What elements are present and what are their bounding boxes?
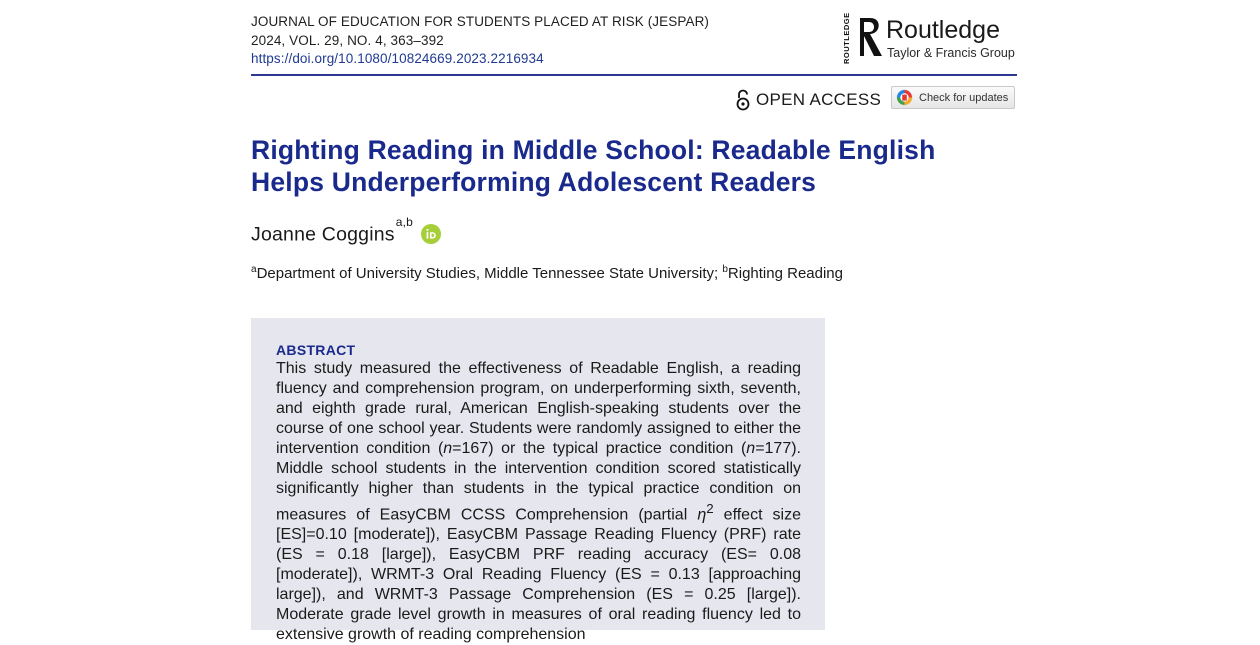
check-for-updates-button[interactable] [891,86,1015,109]
affiliation [251,264,843,282]
abstract-part-3: =177). Middle school students in the intervention condition scored statistically significantly higher than students in the typical practice condition on measures of EasyCBM CCSS Comprehension (partial [276,440,801,524]
header-rule [251,74,1017,76]
author-affil-marks: a,b [395,215,414,229]
author-line [251,215,441,247]
article-title: Righting Reading in Middle School: Readable English Helps Underperforming Adolescent Readers [251,135,936,197]
author-name-text: Joanne Coggins [251,223,395,246]
author-name[interactable] [251,215,414,247]
abstract-body [276,359,801,645]
journal-header [251,13,709,69]
check-updates-label: Check for updates [919,91,1009,104]
abstract-n-2: n [746,440,756,457]
abstract-heading: ABSTRACT [276,342,356,358]
abstract-eta-sup: 2 [706,501,714,516]
publisher-group: Taylor & Francis Group [887,46,1015,60]
open-access-badge [736,88,881,112]
orcid-icon[interactable] [421,224,441,244]
affiliation-a-mark: a [251,264,257,275]
abstract-part-1: This study measured the effectiveness of Readable English, a reading fluency and comprehension program, on underperforming sixth, seventh, and eighth grade rural, American English-speaking students over the course of one school year. Students were randomly assigned to either the intervention condition ( [276,360,801,457]
abstract-box [251,318,825,644]
abstract-eta: η [697,506,707,524]
doi-link[interactable]: https://doi.org/10.1080/10824669.2023.2216934 [251,51,544,66]
routledge-logo-icon [856,14,886,70]
journal-name: JOURNAL OF EDUCATION FOR STUDENTS PLACED AT RISK (JESPAR) [251,14,710,29]
affiliation-b: Righting Reading [727,265,843,282]
affiliation-b-mark: b [722,264,728,275]
affiliation-a: Department of University Studies, Middle Tennessee State University; [256,265,723,282]
routledge-logo-icon-svg [856,14,886,60]
abstract-part-2: =167) or the typical practice condition ( [452,440,747,457]
publisher-name: Routledge [886,16,1000,44]
abstract-n-1: n [443,440,453,457]
open-access-label: OPEN ACCESS [756,90,882,109]
check-updates-icon [896,89,913,106]
abstract-part-4: effect size [ES]=0.10 [moderate]), EasyCBM Passage Reading Fluency (PRF) rate (ES = 0.18 [large]), EasyCBM PRF reading accuracy (ES= 0.08 [moderate]), WRMT-3 Oral Reading Fluency (ES = 0.13 [approaching large]), and WRMT-3 Passage Comprehension (ES = 0.25 [large]). Moderate grade level growth in measures of oral reading fluency led to extensive growth of reading comprehension [276,506,802,644]
publisher-vertical-label: ROUTLEDGE [842,12,851,64]
publisher-logo[interactable] [842,14,1018,66]
journal-citation: 2024, VOL. 29, NO. 4, 363–392 [251,32,444,48]
open-lock-icon [736,89,750,111]
